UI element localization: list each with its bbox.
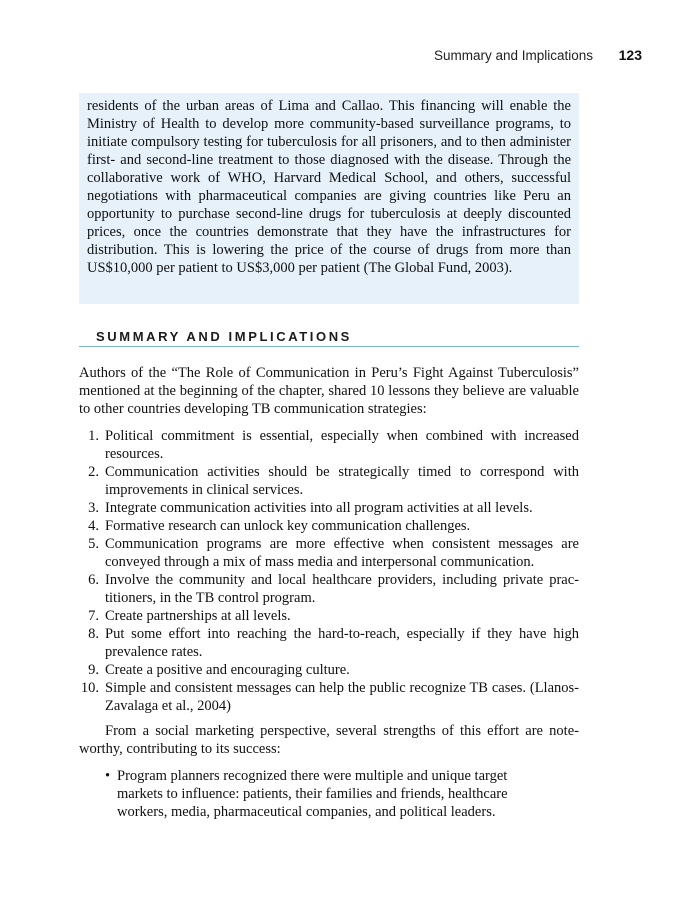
box-text: residents of the urban areas of Lima and Callao. This financing will enable the Ministry of Health to develop more community-based surveillance programs, to initiate compulsory testing for tuberculosis for all prisoners, and to then administer first- and second-line treatment to those diagnosed with the disease. Through the collaborative work of WHO, Harvard Medical School, and others, successful negotiations with pharmaceutical companies are giving countries like Peru an opportunity to purchase second-line drugs for tuberculosis at deeply discounted prices, once the countries demonstrate that they have the infrastructures for distribution. This is lowering the price of the course of drugs from more than US$10,000 per patient to US$3,000 per patient (The Global Fund, 2003). — [87, 98, 571, 276]
list-item — [79, 661, 579, 679]
intro-paragraph: Authors of the “The Role of Communication in Peru’s Fight Against Tuberculosis” mentioned at the beginning of the chapter, shared 10 lessons they believe are valuable to other countries developing TB communication strategies: — [79, 365, 579, 417]
list-number: 9. — [88, 662, 99, 678]
list-item — [79, 625, 579, 661]
list-number: 3. — [88, 500, 99, 516]
list-number: 4. — [88, 518, 99, 534]
list-text: Create partnerships at all levels. — [105, 608, 291, 624]
list-item — [79, 607, 579, 625]
strengths-paragraph: From a social marketing perspective, several strengths of this effort are noteworthy, contributing to its success: — [79, 723, 579, 757]
list-item — [79, 535, 579, 571]
list-text: Communication activities should be strategically timed to correspond with improvements in clinical services. — [105, 464, 579, 498]
list-item — [79, 499, 579, 517]
list-number: 6. — [88, 572, 99, 588]
list-number: 5. — [88, 536, 99, 552]
section-heading-rule — [79, 330, 579, 347]
bullet-icon: • — [105, 768, 111, 784]
list-text: Formative research can unlock key communication challenges. — [105, 518, 471, 534]
page-number: 123 — [618, 47, 642, 63]
case-study-box — [79, 93, 579, 304]
lessons-list — [79, 427, 579, 715]
list-text: Integrate communication activities into all program activities at all levels. — [105, 500, 533, 516]
list-item — [79, 463, 579, 499]
list-text: Simple and consistent messages can help the public recognize TB cases. (Llanos-Zavalaga et al., 2004) — [105, 680, 579, 714]
list-number: 1. — [88, 428, 99, 444]
list-item — [79, 571, 579, 607]
bullet-text: Program planners recognized there were multiple and unique target markets to influence: patients, their families and friends, healthcare workers, media, pharmaceutical companies, and political leaders. — [117, 768, 508, 820]
list-text: Put some effort into reaching the hard-to-reach, especially if they have high prevalence rates. — [105, 626, 579, 660]
list-number: 2. — [88, 464, 99, 480]
running-title: Summary and Implications — [433, 48, 593, 63]
list-item — [105, 767, 545, 821]
list-number: 10. — [80, 680, 99, 696]
section-heading: SUMMARY AND IMPLICATIONS — [96, 329, 352, 344]
list-text: Involve the community and local healthcare providers, including private practitioners, in the TB control program. — [105, 572, 579, 606]
list-number: 7. — [88, 608, 99, 624]
list-text: Create a positive and encouraging culture. — [105, 662, 350, 678]
page-header — [0, 47, 699, 67]
list-item — [79, 679, 579, 715]
list-text: Political commitment is essential, especially when combined with increased resources. — [105, 428, 579, 462]
list-number: 8. — [88, 626, 99, 642]
strengths-list — [105, 767, 545, 821]
list-item — [79, 427, 579, 463]
list-item — [79, 517, 579, 535]
list-text: Communication programs are more effective when consistent messages are conveyed through a mix of mass media and interpersonal communication. — [105, 536, 579, 570]
